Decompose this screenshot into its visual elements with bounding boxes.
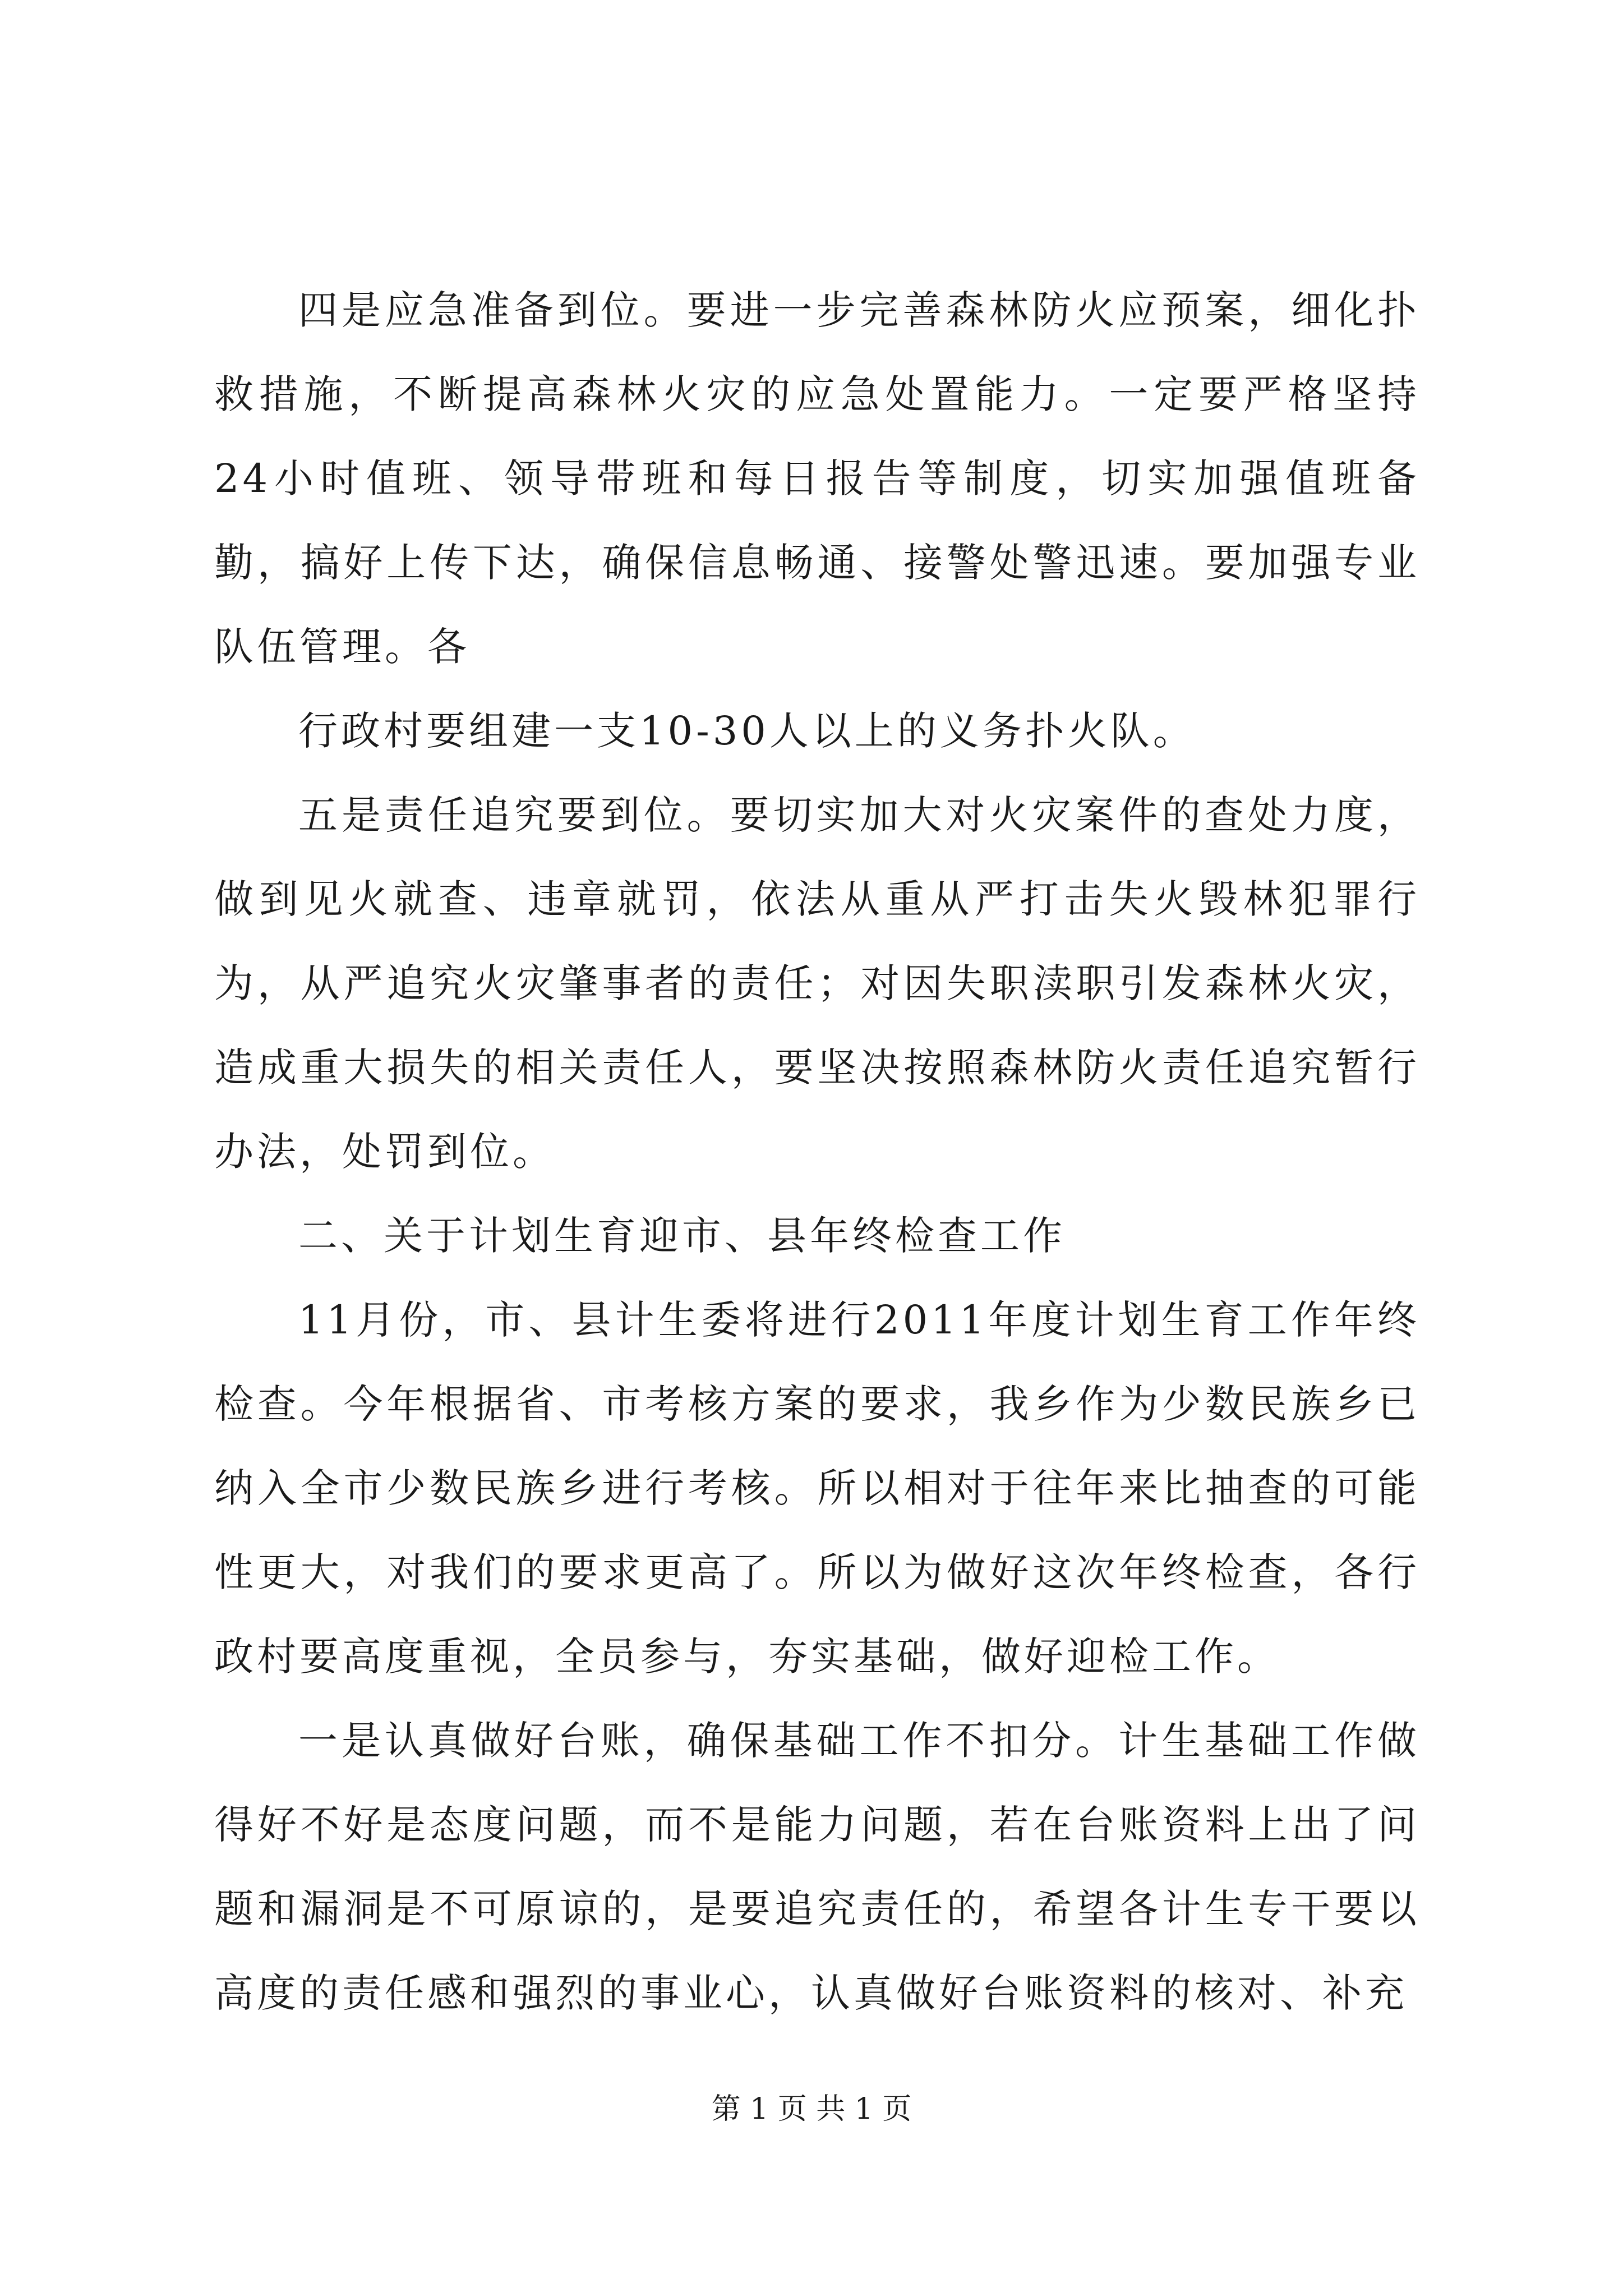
paragraph-emergency-readiness: 四是应急准备到位。要进一步完善森林防火应预案，细化扑救措施，不断提高森林火灾的应急处置能力。一定要严格坚持24小时值班、领导带班和每日报告等制度，切实加强值班备勤，搞好上传下达，确保信息畅通、接警处警迅速。要加强专业队伍管理。各 xyxy=(214,287,1420,670)
paragraph-accountability: 五是责任追究要到位。要切实加大对火灾案件的查处力度，做到见火就查、违章就罚，依法从重从严打击失火毁林犯罪行为，从严追究火灾肇事者的责任；对因失职渎职引发森林火灾，造成重大损失的相关责任人，要坚决按照森林防火责任追究暂行办法，处罚到位。 xyxy=(214,792,1420,1175)
section-heading-family-planning: 二、关于计划生育迎市、县年终检查工作 xyxy=(298,1213,1066,1259)
paragraph-volunteer-team: 行政村要组建一支10-30人以上的义务扑火队。 xyxy=(298,708,1196,754)
paragraph-ledger-work: 一是认真做好台账，确保基础工作不扣分。计生基础工作做得好不好是态度问题，而不是能力问题，若在台账资料上出了问题和漏洞是不可原谅的，是要追究责任的，希望各计生专干要以高度的责任感和强烈的事业心，认真做好台账资料的核对、补充 xyxy=(214,1718,1420,2016)
document-body xyxy=(214,268,1420,2035)
page-footer: 第 1 页 共 1 页 xyxy=(711,2092,912,2126)
paragraph-annual-inspection: 11月份，市、县计生委将进行2011年度计划生育工作年终检查。今年根据省、市考核方案的要求，我乡作为少数民族乡已纳入全市少数民族乡进行考核。所以相对于往年来比抽查的可能性更大，对我们的要求更高了。所以为做好这次年终检查，各行政村要高度重视，全员参与，夯实基础，做好迎检工作。 xyxy=(214,1297,1420,1680)
